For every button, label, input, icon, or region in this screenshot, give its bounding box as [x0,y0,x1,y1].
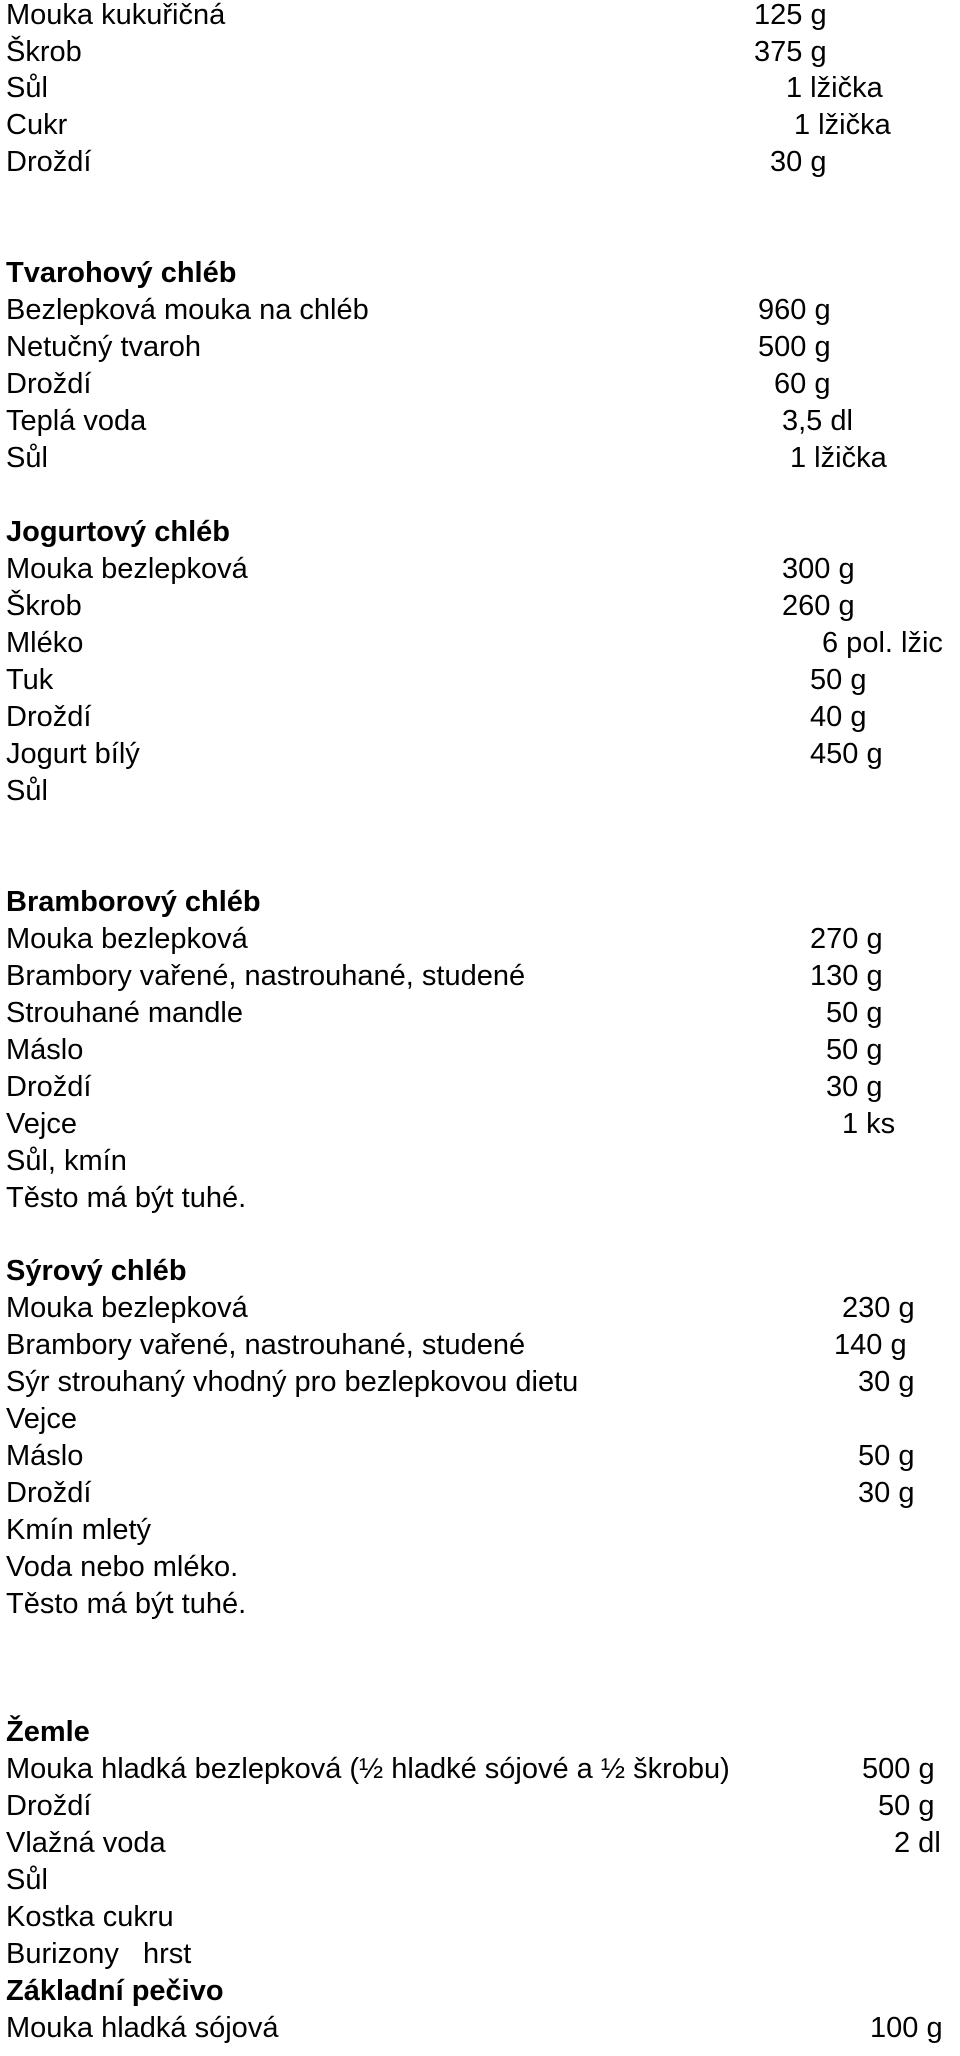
ingredient-name: Kmín mletý [6,1514,152,1546]
recipe-title: Základní pečivo [6,1975,224,2007]
ingredient-name: Droždí [6,368,92,400]
ingredient-name: Bezlepková mouka na chléb [6,294,369,326]
ingredient-amount: 1 ks [842,1108,896,1140]
ingredient-amount: 50 g [858,1440,915,1472]
ingredient-name: Kostka cukru [6,1901,174,1933]
ingredient-amount: 60 g [774,368,831,400]
ingredient-amount: 40 g [810,701,867,733]
ingredient-amount: 270 g [810,923,883,955]
ingredient-name: Droždí [6,1790,92,1822]
ingredient-name: Máslo [6,1034,84,1066]
ingredient-amount: 375 g [754,36,827,68]
ingredient-amount: 140 g [834,1329,907,1361]
ingredient-name: Jogurt bílý [6,738,140,770]
ingredient-amount: 50 g [810,664,867,696]
ingredient-amount: 50 g [878,1790,935,1822]
ingredient-name: Sůl, kmín [6,1145,127,1177]
ingredient-amount: 960 g [758,294,831,326]
ingredient-name: Sůl [6,1864,48,1896]
ingredient-name: Droždí [6,1477,92,1509]
ingredient-amount: 3,5 dl [782,405,853,437]
ingredient-amount: 100 g [870,2012,943,2044]
ingredient-amount: 125 g [754,0,827,31]
ingredient-amount: 260 g [782,590,855,622]
ingredient-name: Mouka bezlepková [6,1292,248,1324]
ingredient-amount: 30 g [858,1477,915,1509]
ingredient-amount: 230 g [842,1292,915,1324]
ingredient-amount: 1 lžička [794,109,891,141]
ingredient-name: Brambory vařené, nastrouhané, studené [6,1329,526,1361]
ingredient-name: Vlažná voda [6,1827,166,1859]
ingredient-name: Sůl [6,72,48,104]
ingredient-name: Droždí [6,701,92,733]
ingredient-name: Sůl [6,775,48,807]
ingredient-name: Mouka bezlepková [6,923,248,955]
ingredient-name: Tuk [6,664,54,696]
ingredient-amount: 1 lžička [790,442,887,474]
ingredient-amount: 500 g [758,331,831,363]
ingredient-name: Cukr [6,109,68,141]
recipe-note: Těsto má být tuhé. [6,1182,247,1214]
ingredient-amount: 50 g [826,997,883,1029]
ingredient-name: Vejce [6,1403,77,1435]
ingredient-amount: 1 lžička [786,72,883,104]
ingredient-amount: 500 g [862,1753,935,1785]
ingredient-name: Škrob [6,36,82,68]
ingredient-name: Mouka kukuřičná [6,0,226,31]
ingredient-name: Voda nebo mléko. [6,1551,239,1583]
recipe-title: Bramborový chléb [6,886,261,918]
ingredient-name: Škrob [6,590,82,622]
recipe-title: Žemle [6,1716,90,1748]
ingredient-amount: 6 pol. lžic [822,627,943,659]
ingredient-name: Sůl [6,442,48,474]
recipe-note: Těsto má být tuhé. [6,1588,247,1620]
ingredient-name: Burizony hrst [6,1938,192,1970]
ingredient-name: Vejce [6,1108,77,1140]
ingredient-amount: 30 g [858,1366,915,1398]
ingredient-name: Strouhané mandle [6,997,243,1029]
ingredient-amount: 50 g [826,1034,883,1066]
ingredient-amount: 300 g [782,553,855,585]
ingredient-name: Mouka hladká bezlepková (½ hladké sójové a ½ škrobu) [6,1753,730,1785]
ingredient-amount: 450 g [810,738,883,770]
ingredient-name: Droždí [6,146,92,178]
ingredient-name: Brambory vařené, nastrouhané, studené [6,960,526,992]
ingredient-amount: 30 g [770,146,827,178]
ingredient-name: Máslo [6,1440,84,1472]
ingredient-name: Mouka hladká sójová [6,2012,279,2044]
recipe-title: Tvarohový chléb [6,257,237,289]
ingredient-amount: 2 dl [894,1827,941,1859]
ingredient-name: Mouka bezlepková [6,553,248,585]
ingredient-name: Teplá voda [6,405,147,437]
ingredient-amount: 30 g [826,1071,883,1103]
ingredient-name: Netučný tvaroh [6,331,202,363]
ingredient-name: Droždí [6,1071,92,1103]
recipe-title: Sýrový chléb [6,1255,187,1287]
ingredient-name: Sýr strouhaný vhodný pro bezlepkovou dietu [6,1366,579,1398]
recipe-title: Jogurtový chléb [6,516,230,548]
ingredient-name: Mléko [6,627,84,659]
ingredient-amount: 130 g [810,960,883,992]
